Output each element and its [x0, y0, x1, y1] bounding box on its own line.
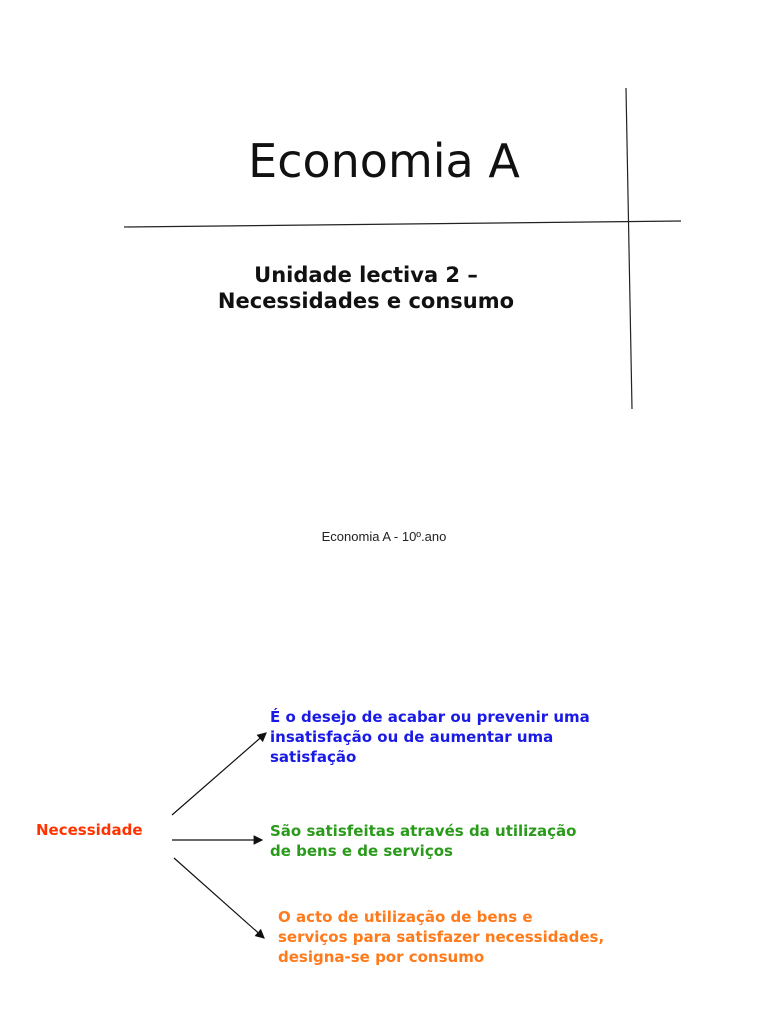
consumption-statement	[278, 907, 678, 967]
statement-line: insatisfação ou de aumentar uma	[270, 728, 554, 746]
horizontal-rule	[124, 221, 681, 227]
statement-line: São satisfeitas através da utilização	[270, 822, 577, 840]
subtitle-line-1: Unidade lectiva 2 –	[254, 263, 478, 287]
statement-line: É o desejo de acabar ou prevenir uma	[270, 708, 590, 726]
concept-slide	[0, 620, 768, 1024]
statement-line: satisfação	[270, 748, 357, 766]
statement-line: serviços para satisfazer necessidades,	[278, 928, 605, 946]
statement-line: O acto de utilização de bens e	[278, 908, 533, 926]
subtitle-line-2: Necessidades e consumo	[217, 289, 515, 313]
arrow-down	[174, 858, 264, 938]
statement-line: de bens e de serviços	[270, 842, 453, 860]
concept-label: Necessidade	[36, 821, 143, 839]
satisfaction-statement	[270, 821, 670, 861]
definition-statement	[270, 707, 670, 767]
slide-footer: Economia A - 10º.ano	[321, 529, 447, 544]
arrow-up	[172, 733, 266, 815]
statement-line: designa-se por consumo	[278, 948, 485, 966]
slide-title: Economia A	[248, 134, 520, 188]
slide-subtitle	[0, 262, 732, 314]
